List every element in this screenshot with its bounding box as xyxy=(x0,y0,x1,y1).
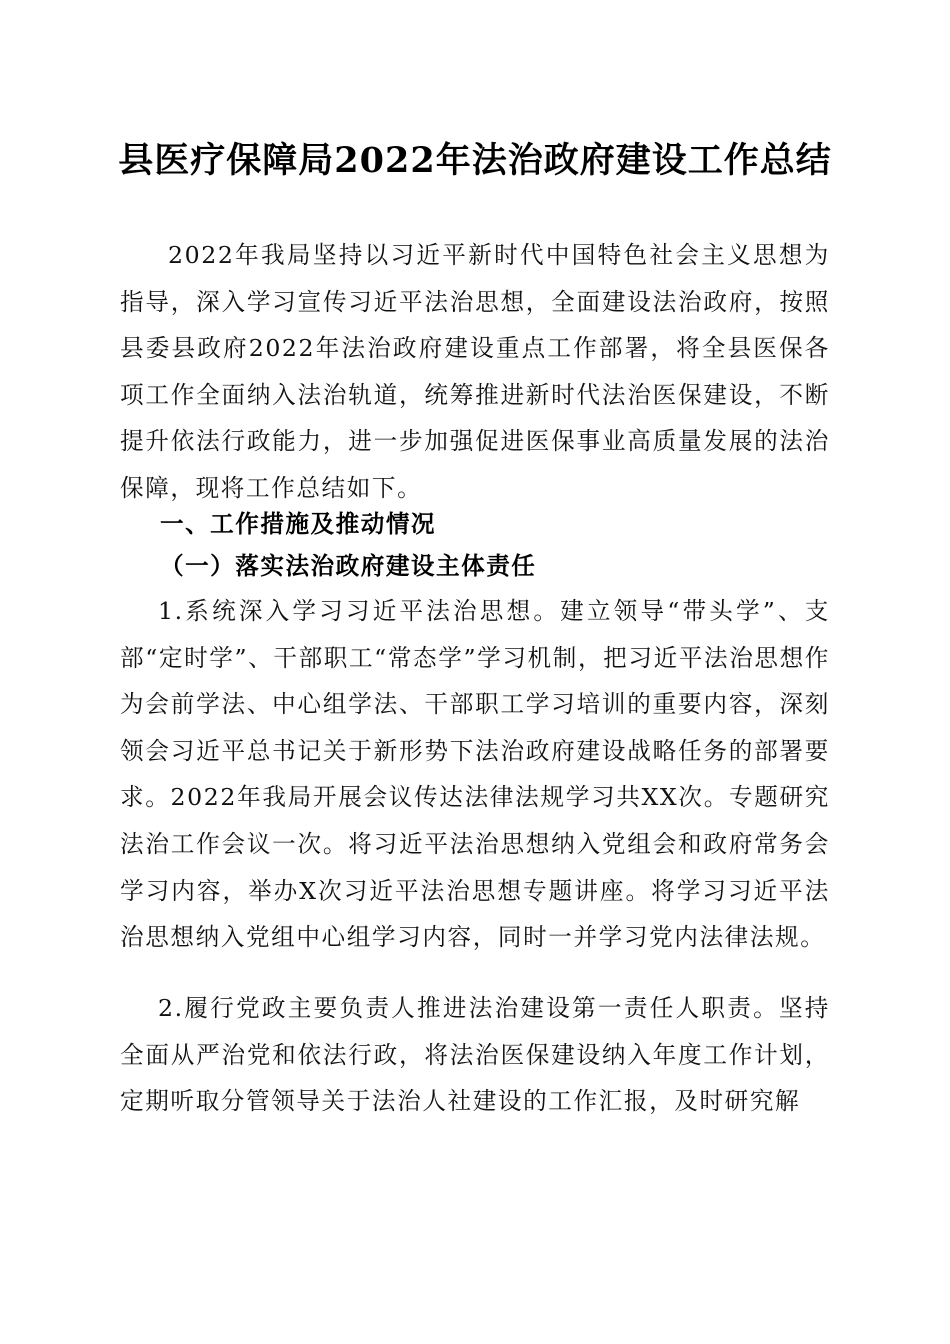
document-title: 县医疗保障局2022年法治政府建设工作总结 xyxy=(118,140,832,181)
subsection-heading: （一）落实法治政府建设主体责任 xyxy=(160,552,537,580)
item-1-paragraph: 1.系统深入学习习近平法治思想。建立领导“带头学”、支部“定时学”、干部职工“常态学”学习机制，把习近平法治思想作为会前学法、中心组学法、干部职工学习培训的重要内容，深刻领会习近平总书记关于新形势下法治政府建设战略任务的部署要求。2022年我局开展会议传达法律法规学习共XX次。专题研究法治工作会议一次。将习近平法治思想纳入党组会和政府常务会学习内容，举办X次习近平法治思想专题讲座。将学习习近平法治思想纳入党组中心组学习内容，同时一并学习党内法律法规。 xyxy=(120,597,830,952)
item-2-paragraph: 2.履行党政主要负责人推进法治建设第一责任人职责。坚持全面从严治党和依法行政，将法治医保建设纳入年度工作计划，定期听取分管领导关于法治人社建设的工作汇报，及时研究解 xyxy=(120,994,830,1116)
intro-paragraph: 2022年我局坚持以习近平新时代中国特色社会主义思想为指导，深入学习宣传习近平法治思想，全面建设法治政府，按照县委县政府2022年法治政府建设重点工作部署，将全县医保各项工作全面纳入法治轨道，统筹推进新时代法治医保建设，不断提升依法行政能力，进一步加强促进医保事业高质量发展的法治保障，现将工作总结如下。 xyxy=(120,241,830,502)
section-heading: 一、工作措施及推动情况 xyxy=(160,510,437,538)
